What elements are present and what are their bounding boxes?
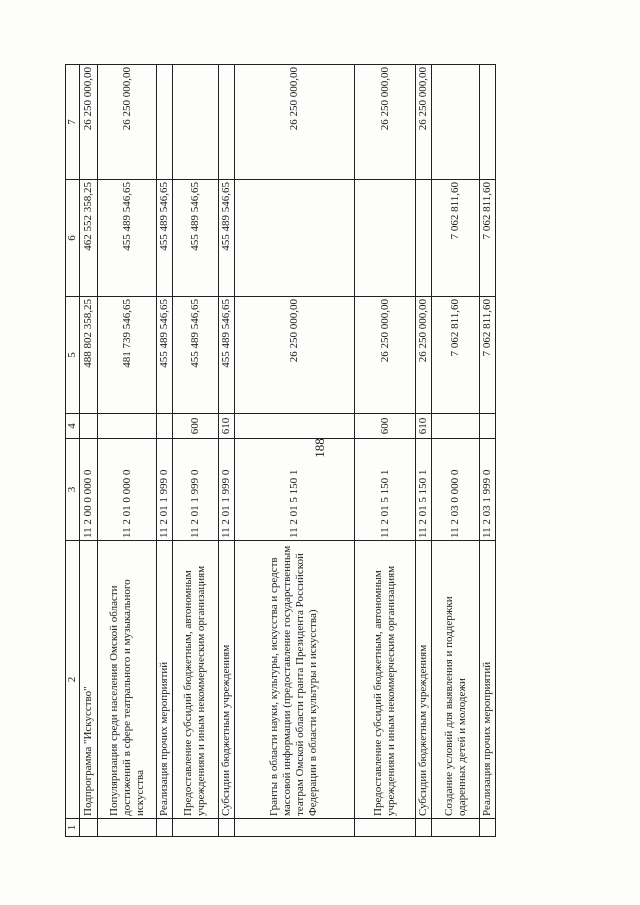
amount-total-cell: 488 802 358,25 xyxy=(80,297,98,414)
first-column-cell xyxy=(80,819,98,837)
first-column-cell xyxy=(173,819,218,837)
amount-cell: 455 489 546,65 xyxy=(157,180,173,297)
expense-type-cell xyxy=(234,414,354,439)
amount-total-cell: 26 250 000,00 xyxy=(355,297,416,414)
table-row xyxy=(234,65,354,837)
column-header: 4 xyxy=(66,414,80,439)
first-column-cell xyxy=(480,819,496,837)
amount-cell: 7 062 811,60 xyxy=(480,180,496,297)
code-cell: 11 2 01 1 999 0 xyxy=(157,439,173,541)
expense-type-cell xyxy=(480,414,496,439)
row-name-cell: Предоставление субсидий бюджетным, автономным учреждениям и иным некоммерческим организациям xyxy=(355,541,416,819)
expense-type-cell xyxy=(157,414,173,439)
amount-cell: 462 552 358,25 xyxy=(80,180,98,297)
expense-type-cell: 600 xyxy=(355,414,416,439)
expense-type-cell: 600 xyxy=(173,414,218,439)
first-column-cell xyxy=(416,819,432,837)
amount-grant-cell: 26 250 000,00 xyxy=(80,65,98,180)
code-cell: 11 2 01 1 999 0 xyxy=(173,439,218,541)
first-column-cell xyxy=(355,819,416,837)
row-name-cell: Реализация прочих мероприятий xyxy=(480,541,496,819)
page-number: 188 xyxy=(312,438,327,458)
header-row xyxy=(66,65,80,837)
expense-type-cell: 610 xyxy=(218,414,234,439)
amount-grant-cell xyxy=(432,65,480,180)
amount-total-cell: 455 489 546,65 xyxy=(157,297,173,414)
row-name-cell: Популяризация среди населения Омской области достижений в сфере театрального и музыкального искусства xyxy=(98,541,157,819)
row-name-cell: Гранты в области науки, культуры, искусства и средств массовой информации (предоставление государственным театрам Омской области гранта Президента Российской Федерации в области культуры и искусства) xyxy=(234,541,354,819)
row-name-cell: Субсидии бюджетным учреждениям xyxy=(218,541,234,819)
row-name-cell: Создание условий для выявления и поддержки одаренных детей и молодежи xyxy=(432,541,480,819)
amount-cell: 7 062 811,60 xyxy=(432,180,480,297)
code-cell: 11 2 01 5 150 1 xyxy=(355,439,416,541)
column-header: 7 xyxy=(66,65,80,180)
amount-total-cell: 26 250 000,00 xyxy=(234,297,354,414)
row-name-cell: Реализация прочих мероприятий xyxy=(157,541,173,819)
amount-cell xyxy=(416,180,432,297)
table-row xyxy=(480,65,496,837)
amount-grant-cell: 26 250 000,00 xyxy=(355,65,416,180)
budget-table xyxy=(65,64,496,837)
first-column-cell xyxy=(432,819,480,837)
amount-grant-cell xyxy=(173,65,218,180)
column-header: 5 xyxy=(66,297,80,414)
amount-grant-cell: 26 250 000,00 xyxy=(416,65,432,180)
table-row xyxy=(173,65,218,837)
budget-table-rotated xyxy=(65,65,496,837)
amount-total-cell: 26 250 000,00 xyxy=(416,297,432,414)
first-column-cell xyxy=(157,819,173,837)
first-column-cell xyxy=(218,819,234,837)
amount-cell: 455 489 546,65 xyxy=(218,180,234,297)
expense-type-cell xyxy=(432,414,480,439)
column-header: 1 xyxy=(66,819,80,837)
table-row xyxy=(355,65,416,837)
expense-type-cell: 610 xyxy=(416,414,432,439)
code-cell: 11 2 01 5 150 1 xyxy=(416,439,432,541)
table-row xyxy=(98,65,157,837)
column-header: 2 xyxy=(66,541,80,819)
amount-total-cell: 7 062 811,60 xyxy=(480,297,496,414)
row-name-cell: Субсидии бюджетным учреждениям xyxy=(416,541,432,819)
expense-type-cell xyxy=(80,414,98,439)
column-header: 6 xyxy=(66,180,80,297)
table-row xyxy=(157,65,173,837)
code-cell: 11 2 03 0 000 0 xyxy=(432,439,480,541)
amount-total-cell: 481 739 546,65 xyxy=(98,297,157,414)
table-row xyxy=(432,65,480,837)
amount-cell xyxy=(234,180,354,297)
table-row xyxy=(218,65,234,837)
code-cell: 11 2 01 5 150 1 xyxy=(234,439,354,541)
amount-total-cell: 455 489 546,65 xyxy=(173,297,218,414)
table-row xyxy=(416,65,432,837)
expense-type-cell xyxy=(98,414,157,439)
amount-total-cell: 7 062 811,60 xyxy=(432,297,480,414)
code-cell: 11 2 00 0 000 0 xyxy=(80,439,98,541)
amount-grant-cell: 26 250 000,00 xyxy=(98,65,157,180)
row-name-cell: Предоставление субсидий бюджетным, автономным учреждениям и иным некоммерческим организациям xyxy=(173,541,218,819)
code-cell: 11 2 01 0 000 0 xyxy=(98,439,157,541)
code-cell: 11 2 03 1 999 0 xyxy=(480,439,496,541)
first-column-cell xyxy=(234,819,354,837)
table-row xyxy=(80,65,98,837)
amount-grant-cell: 26 250 000,00 xyxy=(234,65,354,180)
amount-total-cell: 455 489 546,65 xyxy=(218,297,234,414)
code-cell: 11 2 01 1 999 0 xyxy=(218,439,234,541)
amount-grant-cell xyxy=(157,65,173,180)
amount-cell: 455 489 546,65 xyxy=(173,180,218,297)
amount-cell xyxy=(355,180,416,297)
column-header: 3 xyxy=(66,439,80,541)
amount-grant-cell xyxy=(218,65,234,180)
amount-cell: 455 489 546,65 xyxy=(98,180,157,297)
amount-grant-cell xyxy=(480,65,496,180)
first-column-cell xyxy=(98,819,157,837)
row-name-cell: Подпрограмма "Искусство" xyxy=(80,541,98,819)
